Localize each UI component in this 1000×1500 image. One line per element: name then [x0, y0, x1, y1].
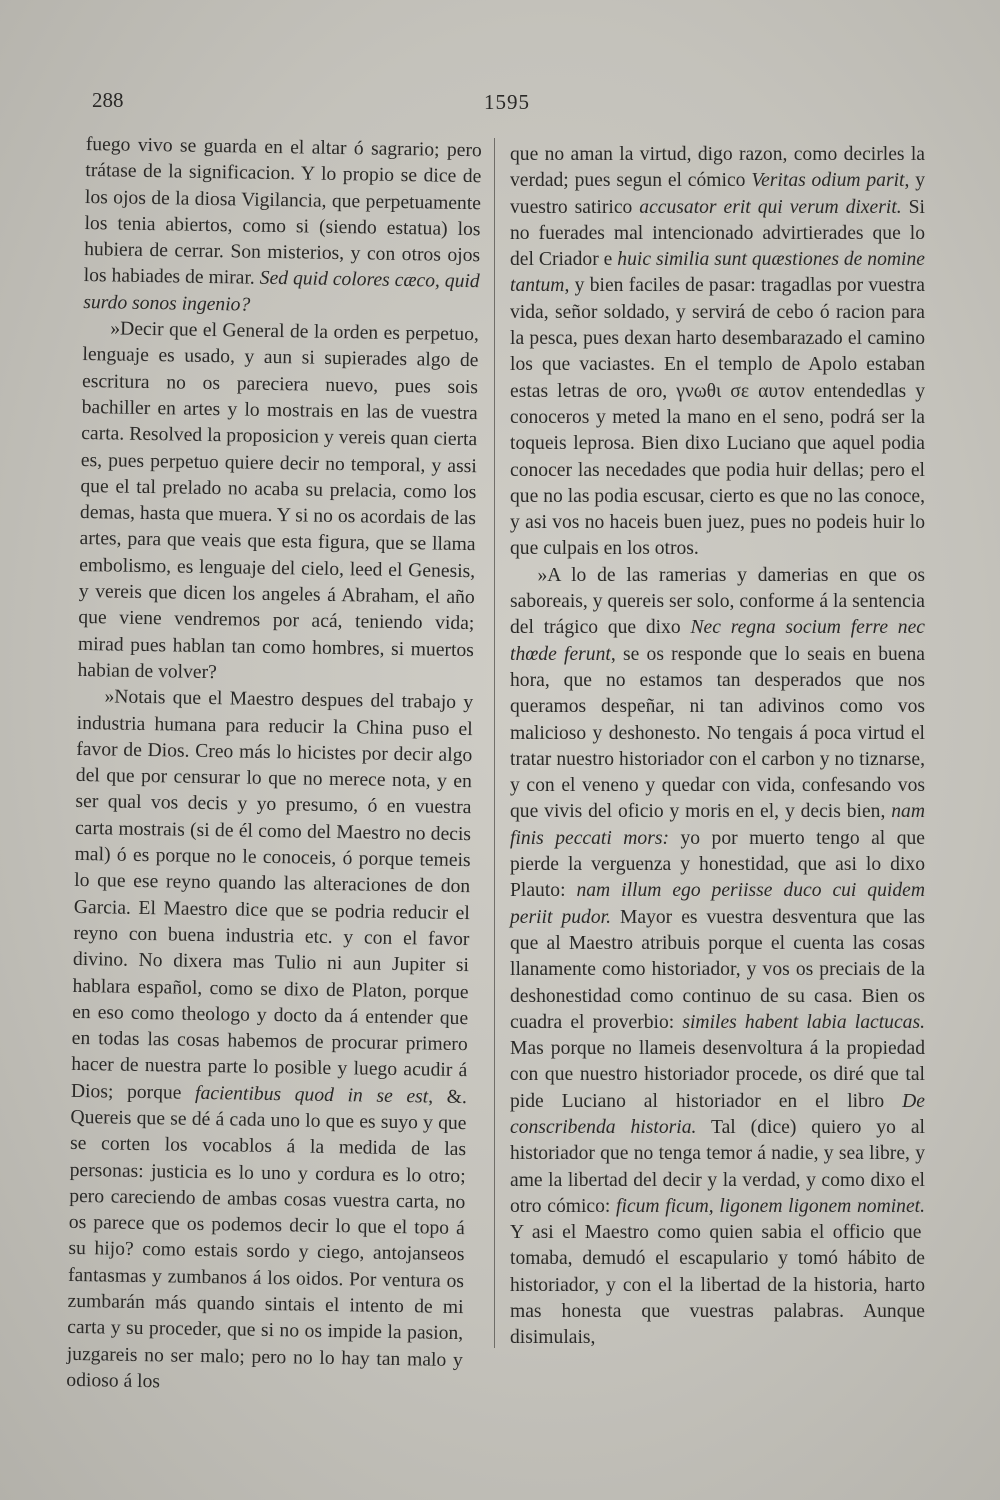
running-head-year: 1595 — [484, 90, 530, 114]
latin-quote: De conscribenda historia. — [510, 1090, 925, 1138]
latin-quote: huic similia sunt quæstiones de nomine tantum — [510, 249, 925, 297]
paragraph — [83, 132, 482, 322]
text-run: , y vuestro satirico — [510, 170, 926, 218]
page-header — [0, 88, 1000, 118]
latin-quote: facientibus quod in se est — [194, 1082, 429, 1108]
text-run: »A lo de las ramerias y damerias en que os saboreais, y quereis ser solo, conforme á la sentencia del trágico que dixo — [510, 564, 925, 639]
left-text-column — [66, 132, 482, 1400]
text-run: , y bien faciles de pasar: tragadlas por vuestra vida, señor soldado, y servirá de cebo ó racion para la pesca, pues dexan harto desembarazado el camino los que vaciastes. En el templo de Apolo estaban estas letras de oro, γνωθι σε αυτον entendedlas y conoceros y meted la mano en el seno, podrá ser la toqueis leprosa. Bien dixo Luciano que aquel podia conocer las necedades que podia huir dellas; pero el que no las podia escusar, cierto es que no las conoce, y asi vos no haceis buen juez, pues no podeis huir lo que culpais en los otros. — [510, 275, 925, 560]
column-divider — [494, 138, 495, 1348]
right-text-column — [510, 142, 925, 1352]
paragraph — [510, 563, 925, 1352]
text-run: Mas porque no llameis desenvoltura á la propiedad con que nuestro historiador procede, os diré que tal pide Luciano al historiador en el libro — [510, 1038, 925, 1112]
paragraph — [66, 684, 473, 1400]
page-number: 288 — [92, 88, 124, 112]
latin-quote: accusator erit qui verum dixerit. — [639, 196, 902, 218]
latin-quote: similes habent labia lactucas. — [682, 1011, 925, 1033]
text-run: »Notais que el Maestro despues del trabajo y industria humana para reducir la China puso el favor de Dios. Creo más lo hicistes por decir algo del que por censurar lo que no merece nota, y en ser qual vos decis y yo presumo, ó en vuestra carta mostrais (si de él como del Maestro no decis mal) ó es porque no le conoceis, ó porque temeis lo que ese reyno quando las alteraciones de don Garcia. El Maestro dice que se podria reducir el reyno con buena industria etc. y con el favor divino. No dixera mas Tulio ni aun Jupiter si hablara español, como se dixo de Platon, porque en eso como theologo y docto da á entender que en todas las cosas habemos de procurar primero hacer de nuestra parte lo posible y luego acudir á Dios; porque — [70, 686, 474, 1104]
latin-quote: nam illum ego periisse duco cui quidem periit pudor. — [510, 880, 925, 928]
latin-quote: Nec regna socium ferre nec thœde ferunt — [510, 617, 925, 665]
text-run: Y asi el Maestro como quien sabia el officio que tomaba, demudó el escapulario y tomó hábito de historiador, y con el la libertad de la historia, harto mas honesta que vuestras palabras. Aunque disimulais, — [510, 1222, 925, 1349]
text-run: , &. Quereis que se dé á cada uno lo que es suyo y que se corten los vocablos á la medida de las personas: justicia es lo uno y cordura es lo otro; pero careciendo de ambas cosas vuestra carta, no os parece que os podemos decir lo que el topo á su hijo? como estais sordo y ciego, antojanseos fantasmas y zumbanos á los oidos. Por ventura os zumbarán más quando sintais el intento de mi carta y su proceder, que si no os impide la pasion, juzgareis no ser malo; pero no lo hay tan malo y odioso á los — [66, 1086, 468, 1393]
text-run: Mayor es vuestra desventura que las que al Maestro atribuis porque el cuenta las cosas llanamente como historiador, y vos os preciais de la deshonestidad como continuo de su casa. Bien os cuadra el proverbio: — [510, 906, 925, 1033]
paragraph — [510, 142, 925, 563]
text-run: , se os responde que lo seais en buena hora, que no estamos tan desperados que nos queramos despeñar, ni tan adivinos como vos malicioso y deshonesto. No tengais á poca virtud el tratar nuestro historiador con el carbon y no tiznarse, y con el veneno y quedar con vida, confesando vos que vivis del oficio y moris en el, y decis bien, — [510, 643, 925, 823]
latin-quote: Sed quid colores cæco, quid surdo sonos ingenio? — [83, 268, 480, 316]
latin-quote: nam finis peccati mors: — [510, 801, 925, 849]
text-run: Tal (dice) quiero yo al historiador que no tenga temor á nadie, y sea libre, y ame la libertad del decir y la verdad, y como dixo el otro cómico: — [510, 1116, 925, 1217]
text-run: Si no fuerades mal intencionado advirtierades que lo del Criador e — [510, 196, 925, 271]
text-run: fuego vivo se guarda en el altar ó sagrario; pero trátase de la significacion. Y lo propio se dice de los ojos de la diosa Vigilancia, que perpetuamente los tenia abiertos, como si (siendo estatua) los hubiera de cerrar. Son misterios, y con otros ojos los habiades de mirar. — [83, 133, 482, 290]
paragraph — [77, 316, 479, 690]
text-run: yo por muerto tengo al que pierde la verguenza y honestidad, que asi lo dixo Plauto: — [510, 827, 925, 902]
latin-quote: ficum ficum, ligonem ligonem nominet. — [616, 1195, 925, 1217]
latin-quote: Veritas odium parit — [751, 170, 905, 192]
text-run: »Decir que el General de la orden es perpetuo, lenguaje es usado, y aun si supierades algo de escritura no os pareciera nuevo, pues sois bachiller en artes y lo mostrais en las de vuestra carta. Resolved la proposicion y vereis quan cierta es, pues perpetuo quiere decir no temporal, y assi que el tal prelado no acaba su prelacia, como los demas, hasta que muera. Y si no os acordais de las artes, para que veais que esta figura, que se llama embolismo, es lenguaje del cielo, leed el Genesis, y vereis que dicen los angeles á Abraham, el año que viene vendremos por acá, teniendo vida; mirad pues hablan tan como hombres, si muertos habian de volver? — [77, 318, 480, 684]
text-run: que no aman la virtud, digo razon, como decirles la verdad; pues segun el cómico — [510, 144, 925, 192]
